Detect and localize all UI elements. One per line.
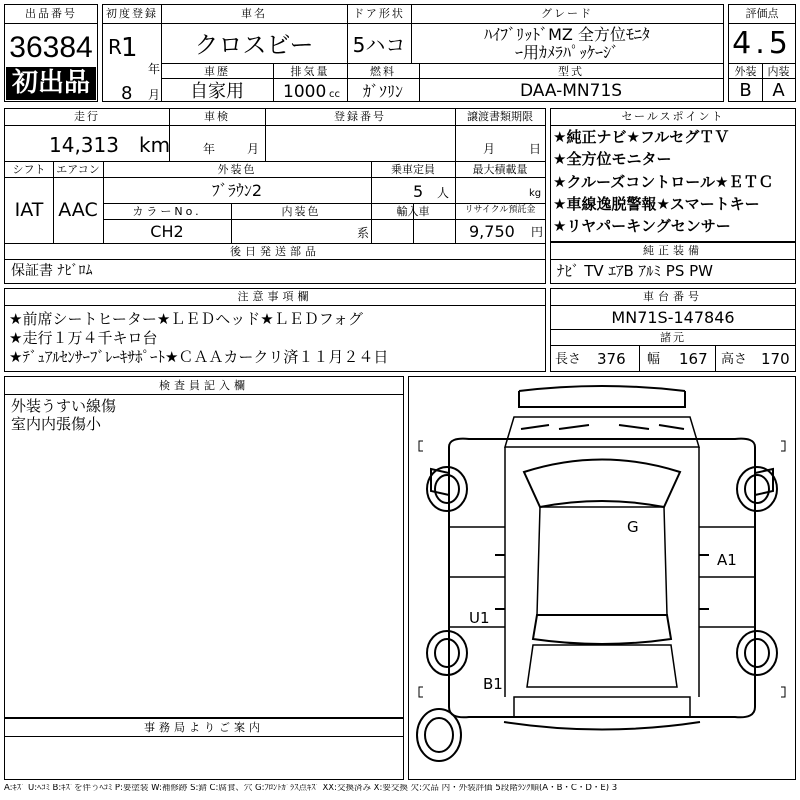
car-name: クロスビー xyxy=(194,31,314,59)
mileage-value: 14,313 xyxy=(49,133,119,157)
import-label: 輸入車 xyxy=(396,205,430,218)
first-reg-label: 初度登録 xyxy=(106,7,158,20)
ext-score-label: 外装 xyxy=(734,65,757,78)
notes-line-2: ★走行１万４千キロ台 xyxy=(9,329,158,347)
office-label: 事務局よりご案内 xyxy=(144,721,264,734)
chassis-box xyxy=(550,288,796,372)
capacity-unit: 人 xyxy=(437,186,450,200)
recycle-unit: 円 xyxy=(531,225,544,239)
car-name-label: 車名 xyxy=(241,7,267,20)
score-label: 評価点 xyxy=(745,7,779,20)
lot-label: 出品番号 xyxy=(25,7,77,20)
displacement-unit: cc xyxy=(329,89,340,100)
header-block xyxy=(102,4,724,102)
notes-line-1: ★前席シートヒーター★ＬＥＤヘッド★ＬＥＤフォグ xyxy=(9,310,363,328)
inspector-label: 検査員記入欄 xyxy=(159,379,249,392)
displacement-value: 1000 xyxy=(283,82,327,102)
specs-block xyxy=(4,108,546,284)
max-load-label: 最大積載量 xyxy=(472,163,528,176)
aircon-value: AAC xyxy=(58,199,98,221)
capacity-value: 5 xyxy=(413,182,424,201)
transfer-label: 譲渡書類期限 xyxy=(467,110,533,123)
first-listing-badge: 初出品 xyxy=(6,67,96,100)
mileage-label: 走行 xyxy=(74,110,100,123)
notes-line-3: ★ﾃﾞｭｱﾙｾﾝｻｰﾌﾞﾚｰｷｻﾎﾟｰﾄ★ＣＡＡカークリ済１１月２４日 xyxy=(9,348,389,366)
max-load-unit: kg xyxy=(529,188,542,199)
later-items-value: 保証書 ﾅﾋﾞﾛﾑ xyxy=(11,263,93,279)
door-label: ドア形状 xyxy=(353,7,405,20)
history-label: 車歴 xyxy=(204,65,230,78)
genuine-equipment-value: ﾅﾋﾞ TV ｴｱB ｱﾙﾐ PS PW xyxy=(557,262,713,280)
inspection-label: 車検 xyxy=(204,110,230,123)
shift-value: IAT xyxy=(14,199,44,221)
lot-box xyxy=(4,4,98,102)
shift-label: シフト xyxy=(12,163,46,176)
office-box xyxy=(4,718,404,780)
legend: A:ｷｽﾞ U:ﾍｺﾐ B:ｷｽﾞを伴うﾍｺﾐ P:要塗装 W:補修跡 S:錆 C:腐食、穴 G:ﾌﾛﾝﾄｶﾞﾗｽ点ｷｽﾞ XX:交換済み X:要交換 欠:欠品 内・外装評価 5段階ﾗﾝｸ順(A・B・C・D・E) 3 xyxy=(4,784,618,793)
car-diagram xyxy=(409,377,795,779)
selling-point-4: ★車線逸脱警報★スマートキー xyxy=(553,195,760,213)
door-value: 5ハコ xyxy=(352,33,406,57)
interior-color-label: 内装色 xyxy=(281,205,321,218)
inspection-year-unit: 年 xyxy=(203,142,216,156)
model-label: 型式 xyxy=(558,65,584,78)
fuel-value: ｶﾞｿﾘﾝ xyxy=(362,82,403,101)
exterior-color-label: 外装色 xyxy=(217,163,257,176)
inspector-box xyxy=(4,376,404,718)
later-items-label: 後日発送部品 xyxy=(230,245,320,258)
damage-mark-u1: U1 xyxy=(469,609,490,627)
car-diagram-box xyxy=(408,376,796,780)
chassis-value: MN71S-147846 xyxy=(611,308,735,327)
width-label: 幅 xyxy=(647,352,661,367)
width-value: 167 xyxy=(679,350,708,368)
history-value: 自家用 xyxy=(190,81,244,102)
selling-point-2: ★全方位モニター xyxy=(553,150,672,168)
int-score: A xyxy=(772,80,785,101)
capacity-label: 乗車定員 xyxy=(391,163,435,176)
selling-points-label: セールスポイント xyxy=(621,110,725,123)
genuine-equipment-label: 純正装備 xyxy=(643,244,703,257)
dimensions-label: 諸元 xyxy=(660,331,686,344)
score-value: 4.5 xyxy=(732,26,792,61)
reg-year-unit: 年 xyxy=(148,62,161,76)
recycle-label: リサイクル預託金 xyxy=(464,205,536,215)
grade-line1: ﾊｲﾌﾞﾘｯﾄﾞMZ 全方位ﾓﾆﾀ xyxy=(484,25,650,44)
lot-number: 36384 xyxy=(9,31,93,64)
reg-number-label: 登録番号 xyxy=(334,110,386,123)
reg-month-unit: 月 xyxy=(148,88,161,102)
notes-label: 注意事項欄 xyxy=(237,290,313,303)
model-value: DAA-MN71S xyxy=(519,81,623,101)
aircon-label: エアコン xyxy=(56,163,100,176)
damage-mark-a1: A1 xyxy=(717,551,737,569)
genuine-equipment-box xyxy=(550,242,796,284)
reg-year: 1 xyxy=(121,33,138,63)
inspection-month-unit: 月 xyxy=(247,142,260,156)
transfer-day-unit: 日 xyxy=(529,142,542,156)
interior-color-unit: 系 xyxy=(357,226,370,240)
notes-box xyxy=(4,288,546,372)
color-no-value: CH2 xyxy=(150,222,184,241)
grade-line2: ｰ用ｶﾒﾗﾊﾟｯｹｰｼﾞ xyxy=(514,43,619,62)
length-value: 376 xyxy=(597,350,626,368)
int-score-label: 内装 xyxy=(767,65,790,78)
fuel-label: 燃料 xyxy=(370,65,396,78)
selling-points-box xyxy=(550,108,796,242)
exterior-color-value: ﾌﾞﾗｳﾝ2 xyxy=(211,181,263,200)
mileage-unit: km xyxy=(139,133,171,157)
selling-point-5: ★リヤパーキングセンサー xyxy=(553,217,731,235)
ext-score: B xyxy=(739,80,752,101)
grade-label: グレード xyxy=(541,7,593,20)
inspector-line-1: 外装うすい線傷 xyxy=(11,397,117,415)
transfer-month-unit: 月 xyxy=(483,142,496,156)
chassis-label: 車台番号 xyxy=(643,290,703,303)
length-label: 長さ xyxy=(555,352,582,367)
selling-point-3: ★クルーズコントロール★ＥＴＣ xyxy=(553,173,774,191)
reg-month: 8 xyxy=(121,83,133,104)
damage-mark-g: G xyxy=(627,518,639,536)
color-no-label: カラーNo. xyxy=(132,205,202,218)
inspector-line-2: 室内内張傷小 xyxy=(11,415,102,433)
score-box xyxy=(728,4,796,102)
height-label: 高さ xyxy=(721,352,748,367)
recycle-value: 9,750 xyxy=(469,222,515,241)
era: R xyxy=(108,35,122,59)
height-value: 170 xyxy=(761,350,790,368)
damage-mark-b1: B1 xyxy=(483,675,503,693)
selling-point-1: ★純正ナビ★フルセグＴＶ xyxy=(553,128,730,146)
displacement-label: 排気量 xyxy=(290,65,330,78)
